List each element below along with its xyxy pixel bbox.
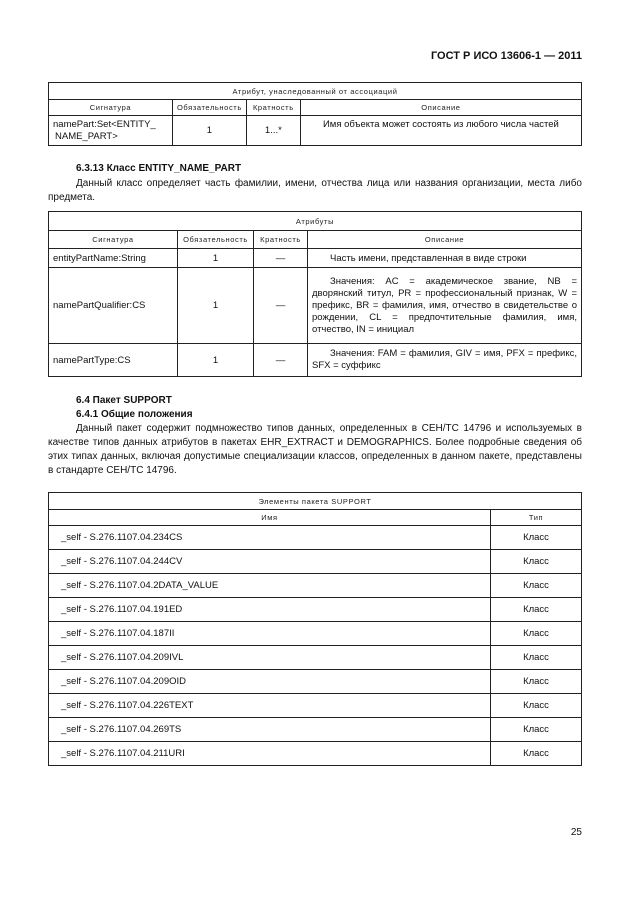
multiplicity-cell: — xyxy=(254,344,308,377)
table-caption: Элементы пакета SUPPORT xyxy=(49,493,582,510)
signature-line: namePart:Set<ENTITY_ xyxy=(53,118,156,130)
column-header-required: Обязательность xyxy=(173,100,247,116)
table-caption: Атрибут, унаследованный от ассоциаций xyxy=(49,83,582,100)
table-row xyxy=(49,622,582,646)
table-row xyxy=(49,344,582,377)
element-name-cell: _self - S.276.1107.04.211URI xyxy=(49,742,491,766)
column-header-signature: Сигнатура xyxy=(49,231,178,249)
element-name-cell: _self - S.276.1107.04.191ED xyxy=(49,598,491,622)
column-header-description: Описание xyxy=(308,231,582,249)
multiplicity-cell: 1...* xyxy=(246,116,300,146)
section-paragraph: Данный пакет содержит подмножество типов данных, определенных в CEH/TC 14796 и используемых в качестве типов данных атрибутов в пакетах EHR_EXTRACT и DEMOGRAPHICS. Более подробные сведения об этих типах данных, включая допустимые специализации классов, определенных в данном пакете, представлены в стандарте CEH/TC 14796. xyxy=(48,423,582,476)
column-header-multiplicity: Кратность xyxy=(254,231,308,249)
element-type-cell: Класс xyxy=(491,670,582,694)
table-row xyxy=(49,268,582,344)
element-type-cell: Класс xyxy=(491,574,582,598)
element-name-cell: _self - S.276.1107.04.2DATA_VALUE xyxy=(49,574,491,598)
required-cell: 1 xyxy=(173,116,247,146)
description-cell: Имя объекта может состоять из любого числа частей xyxy=(300,116,581,146)
column-header-required: Обязательность xyxy=(178,231,254,249)
signature-cell: namePartType:CS xyxy=(49,344,178,377)
table-row xyxy=(49,694,582,718)
document-code-header: ГОСТ Р ИСО 13606-1 — 2011 xyxy=(430,50,582,62)
section-heading: 6.4 Пакет SUPPORT xyxy=(76,395,172,406)
column-header-description: Описание xyxy=(300,100,581,116)
element-name-cell: _self - S.276.1107.04.187II xyxy=(49,622,491,646)
page-number: 25 xyxy=(570,827,582,838)
required-cell: 1 xyxy=(178,268,254,344)
table-row xyxy=(49,718,582,742)
signature-cell: entityPartName:String xyxy=(49,249,178,268)
attributes-table xyxy=(48,211,582,377)
element-name-cell: _self - S.276.1107.04.269TS xyxy=(49,718,491,742)
signature-cell xyxy=(49,116,173,146)
signature-cell: namePartQualifier:CS xyxy=(49,268,178,344)
column-header-name: Имя xyxy=(49,510,491,526)
element-name-cell: _self - S.276.1107.04.234CS xyxy=(49,526,491,550)
element-type-cell: Класс xyxy=(491,598,582,622)
required-cell: 1 xyxy=(178,249,254,268)
inherited-attribute-table xyxy=(48,82,582,146)
element-type-cell: Класс xyxy=(491,526,582,550)
description-cell: Значения: FAM = фамилия, GIV = имя, PFX = префикс, SFX = суффикс xyxy=(308,344,582,377)
table-row xyxy=(49,116,582,146)
table-row xyxy=(49,598,582,622)
multiplicity-cell: — xyxy=(254,268,308,344)
description-cell: Часть имени, представленная в виде строки xyxy=(308,249,582,268)
column-header-type: Тип xyxy=(491,510,582,526)
section-heading: 6.3.13 Класс ENTITY_NAME_PART xyxy=(76,163,242,174)
table-row xyxy=(49,550,582,574)
table-row xyxy=(49,249,582,268)
multiplicity-cell: — xyxy=(254,249,308,268)
element-type-cell: Класс xyxy=(491,622,582,646)
element-name-cell: _self - S.276.1107.04.209OID xyxy=(49,670,491,694)
element-type-cell: Класс xyxy=(491,646,582,670)
section-paragraph: Данный класс определяет часть фамилии, имени, отчества лица или названия организации, места либо предмета. xyxy=(48,178,582,203)
required-cell: 1 xyxy=(178,344,254,377)
subsection-heading: 6.4.1 Общие положения xyxy=(76,409,193,420)
description-cell: Значения: AC = академическое звание, NB = дворянский титул, PR = профессиональный признак, W = префикс, BR = фамилия, имя, отчество в свидетельстве о рождении, CL = предпочтительные фамилия, имя, отчество, IN = инициал xyxy=(308,268,582,344)
table-caption: Атрибуты xyxy=(49,212,582,231)
table-row xyxy=(49,742,582,766)
table-row xyxy=(49,646,582,670)
table-row xyxy=(49,526,582,550)
element-name-cell: _self - S.276.1107.04.209IVL xyxy=(49,646,491,670)
element-name-cell: _self - S.276.1107.04.244CV xyxy=(49,550,491,574)
element-type-cell: Класс xyxy=(491,718,582,742)
table-row xyxy=(49,670,582,694)
table-row xyxy=(49,574,582,598)
column-header-multiplicity: Кратность xyxy=(246,100,300,116)
element-type-cell: Класс xyxy=(491,550,582,574)
support-package-table xyxy=(48,492,582,766)
signature-line: NAME_PART> xyxy=(55,130,118,142)
column-header-signature: Сигнатура xyxy=(49,100,173,116)
element-type-cell: Класс xyxy=(491,742,582,766)
element-type-cell: Класс xyxy=(491,694,582,718)
element-name-cell: _self - S.276.1107.04.226TEXT xyxy=(49,694,491,718)
